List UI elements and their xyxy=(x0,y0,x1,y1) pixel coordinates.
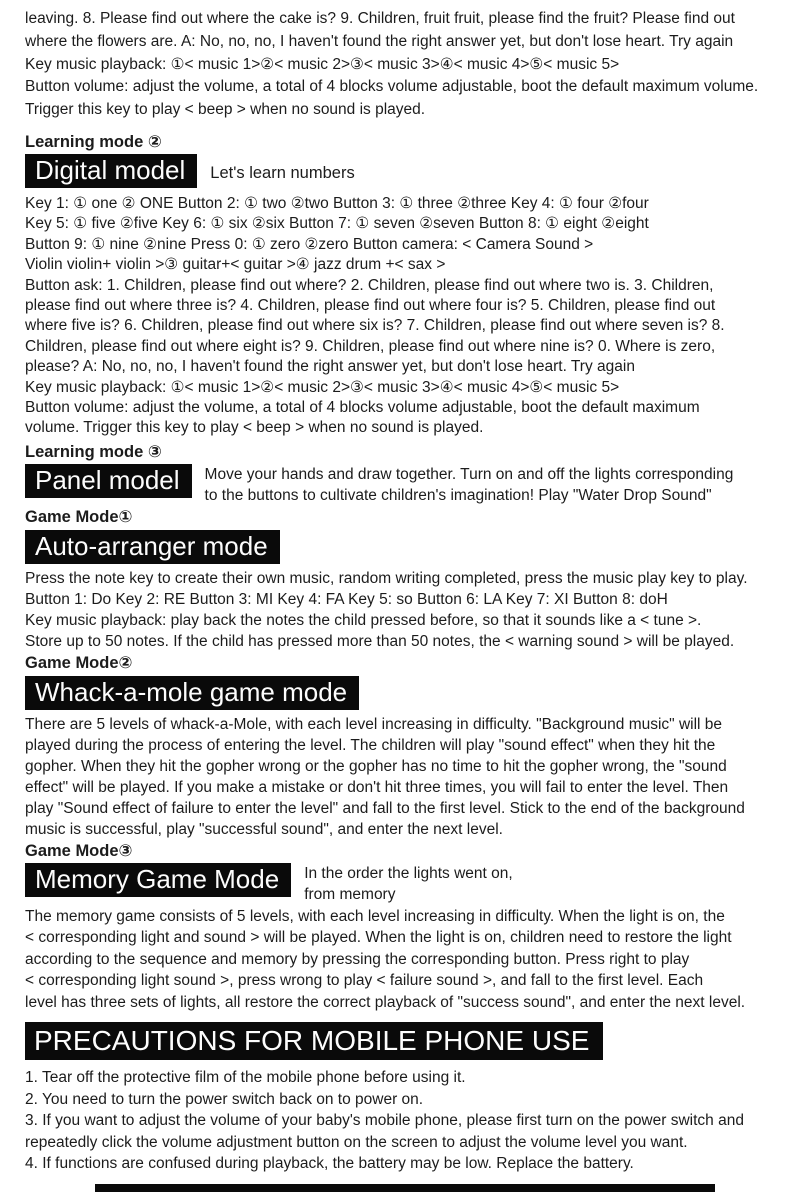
text-line: effect" will be played. If you make a mistake or don't hit three times, you will fail to enter the level. Then xyxy=(25,778,729,796)
precautions-heading: PRECAUTIONS FOR MOBILE PHONE USE xyxy=(25,1022,603,1060)
text-line: 4. If functions are confused during playback, the battery may be low. Replace the battery. xyxy=(25,1155,634,1173)
cutoff-black-bar xyxy=(95,1184,715,1192)
text-line: from memory xyxy=(304,885,396,903)
text-line: Trigger this key to play < beep > when no sound is played. xyxy=(25,101,426,119)
text-line: Key 1: ① one ② ONE Button 2: ① two ②two Button 3: ① three ②three Key 4: ① four ②four xyxy=(25,194,649,212)
whack-a-mole-heading-row xyxy=(25,676,772,710)
text-line: Button volume: adjust the volume, a total of 4 blocks volume adjustable, boot the default maximum xyxy=(25,399,700,417)
text-line: Move your hands and draw together. Turn on and off the lights corresponding xyxy=(204,465,734,483)
text-line: volume. Trigger this key to play < beep > when no sound is played. xyxy=(25,419,484,437)
memory-game-heading-row xyxy=(25,863,772,905)
text-line: In the order the lights went on, xyxy=(304,864,513,882)
game-mode-1-label: Game Mode① xyxy=(25,507,133,526)
text-line: Children, please find out where eight is? 9. Children, please find out where nine is? 0. Where is zero, xyxy=(25,337,716,355)
text-line: gopher. When they hit the gopher wrong or the gopher has no time to hit the gopher wrong, the "sound xyxy=(25,757,727,775)
text-line: Key 5: ① five ②five Key 6: ① six ②six Button 7: ① seven ②seven Button 8: ① eight ②eight xyxy=(25,215,649,233)
text-line: The memory game consists of 5 levels, with each level increasing in difficulty. When the light is on, the xyxy=(25,907,725,925)
whack-a-mole-heading: Whack-a-mole game mode xyxy=(25,676,359,710)
text-line: where the flowers are. A: No, no, no, I haven't found the right answer yet, but don't lose heart. Try again xyxy=(25,32,734,50)
text-line: Button 9: ① nine ②nine Press 0: ① zero ②zero Button camera: < Camera Sound > xyxy=(25,235,594,253)
text-line: Button volume: adjust the volume, a total of 4 blocks volume adjustable, boot the default maximum volume. xyxy=(25,78,759,96)
panel-model-heading: Panel model xyxy=(25,464,192,498)
text-line: < corresponding light and sound > will be played. When the light is on, children need to restore the light xyxy=(25,929,732,947)
text-line: 3. If you want to adjust the volume of your baby's mobile phone, please first turn on the power switch and xyxy=(25,1112,744,1130)
digital-model-paragraph xyxy=(25,194,772,439)
text-line: level has three sets of lights, all restore the correct playback of "success sound", and enter the next level. xyxy=(25,993,746,1011)
text-line: repeatedly click the volume adjustment button on the screen to adjust the volume level you want. xyxy=(25,1133,688,1151)
intro-paragraph xyxy=(25,8,772,122)
memory-game-heading: Memory Game Mode xyxy=(25,863,291,897)
text-line: 2. You need to turn the power switch back on to power on. xyxy=(25,1090,424,1108)
text-line: music is successful, play "successful sound", and enter the next level. xyxy=(25,820,503,838)
text-line: Violin violin+ violin >③ guitar+< guitar >④ jazz drum +< sax > xyxy=(25,256,446,274)
precautions-heading-row xyxy=(25,1022,772,1060)
digital-model-heading-row xyxy=(25,154,772,188)
text-line: Button ask: 1. Children, please find out where? 2. Children, please find out where two is. 3. Children, xyxy=(25,276,714,294)
text-line: please? A: No, no, no, I haven't found the right answer yet, but don't lose heart. Try again xyxy=(25,358,635,376)
text-line: leaving. 8. Please find out where the cake is? 9. Children, fruit fruit, please find the fruit? Please find out xyxy=(25,10,735,27)
text-line: Key music playback: play back the notes the child pressed before, so that it sounds like a < tune >. xyxy=(25,611,702,629)
digital-model-heading: Digital model xyxy=(25,154,197,188)
text-line: < corresponding light sound >, press wrong to play < failure sound >, and fall to the first level. Each xyxy=(25,972,704,990)
text-line: according to the sequence and memory by pressing the corresponding button. Press right to play xyxy=(25,950,690,968)
text-line: Button 1: Do Key 2: RE Button 3: MI Key 4: FA Key 5: so Button 6: LA Key 7: XI Button 8: doH xyxy=(25,590,668,608)
text-line: Press the note key to create their own music, random writing completed, press the music play key to play. xyxy=(25,569,748,587)
text-line: Key music playback: ①< music 1>②< music 2>③< music 3>④< music 4>⑤< music 5> xyxy=(25,55,620,73)
text-line: played during the process of entering the level. The children will play "sound effect" when they hit the xyxy=(25,736,716,754)
auto-arranger-heading: Auto-arranger mode xyxy=(25,530,280,564)
text-line: 1. Tear off the protective film of the mobile phone before using it. xyxy=(25,1069,466,1087)
auto-arranger-heading-row xyxy=(25,530,772,564)
learning-mode-2-label: Learning mode ② xyxy=(25,132,162,151)
auto-arranger-paragraph xyxy=(25,568,772,652)
digital-model-subtitle: Let's learn numbers xyxy=(210,164,355,183)
memory-game-heading-side-text xyxy=(304,863,513,905)
memory-game-paragraph xyxy=(25,906,772,1014)
text-line: Key music playback: ①< music 1>②< music 2>③< music 3>④< music 4>⑤< music 5> xyxy=(25,378,620,396)
text-line: please find out where three is? 4. Children, please find out where four is? 5. Children, please find out xyxy=(25,297,716,315)
text-line: play "Sound effect of failure to enter the level" and fall to the first level. Stick to the end of the background xyxy=(25,799,745,817)
text-line: where five is? 6. Children, please find out where six is? 7. Children, please find out where seven is? 8. xyxy=(25,317,725,335)
text-line: Store up to 50 notes. If the child has pressed more than 50 notes, the < warning sound > will be played. xyxy=(25,632,735,650)
text-line: to the buttons to cultivate children's imagination! Play "Water Drop Sound" xyxy=(204,486,712,504)
panel-model-heading-row xyxy=(25,464,772,506)
precautions-list xyxy=(25,1067,772,1175)
text-line: There are 5 levels of whack-a-Mole, with each level increasing in difficulty. "Background music" will be xyxy=(25,715,723,733)
game-mode-2-label: Game Mode② xyxy=(25,653,133,672)
learning-mode-3-label: Learning mode ③ xyxy=(25,442,162,461)
whack-a-mole-paragraph xyxy=(25,714,772,840)
game-mode-3-label: Game Mode③ xyxy=(25,841,133,860)
panel-model-description xyxy=(205,464,734,506)
